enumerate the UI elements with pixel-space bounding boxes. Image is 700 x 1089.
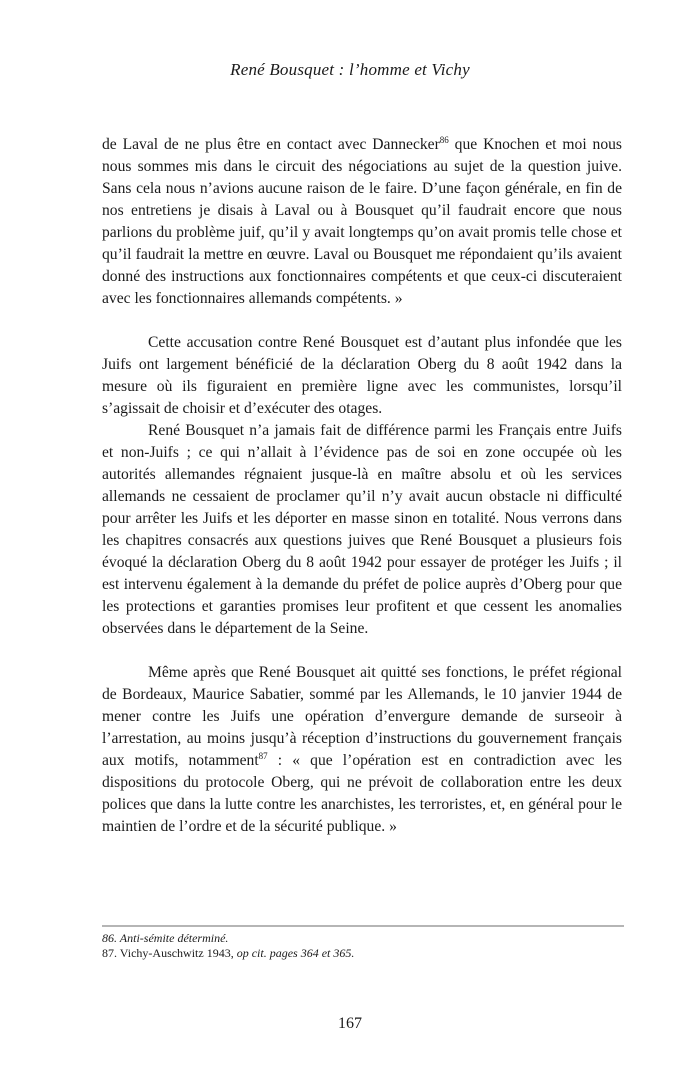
footnote-number: 86. bbox=[102, 931, 117, 945]
footnotes bbox=[102, 931, 622, 961]
footnote-87 bbox=[102, 946, 622, 961]
page-number: 167 bbox=[338, 1015, 362, 1032]
paragraph-quote-continuation bbox=[102, 134, 622, 310]
footnote-ref-87[interactable]: 87 bbox=[258, 751, 268, 761]
footnote-86 bbox=[102, 931, 622, 946]
text-run: que Knochen et moi nous nous sommes mis dans le circuit des négociations au sujet de la question juive. Sans cela nous n’avions aucune raison de le faire. D’une façon générale, en fin de nos entretiens je disais à Laval ou à Bousquet qu’il faudrait encore que nous parlions du problème juif, qu’il y avait longtemps qu’on avait promis telle chose et qu’il faudrait la mettre en œuvre. Laval ou Bousquet me répondaient qu’ils avaient donné des instructions aux fonctionnaires compétents et que ceux-ci discuteraient avec les fonctionnaires allemands compétents. » bbox=[102, 136, 622, 307]
footnote-text: Anti-sémite déterminé. bbox=[119, 931, 229, 945]
page-body bbox=[102, 134, 622, 838]
paragraph-accusation: Cette accusation contre René Bousquet est d’autant plus infondée que les Juifs ont largement bénéficié de la déclaration Oberg du 8 août 1942 dans la mesure où ils figuraient en première ligne avec les communistes, lorsqu’il s’agissait de choisir et d’exécuter des otages. bbox=[102, 334, 622, 417]
text-run: Même après que René Bousquet ait quitté ses fonctions, le préfet régional de Bordeaux, Maurice Sabatier, sommé par les Allemands, le 10 janvier 1944 de mener contre les Juifs une opération d’envergure demande de surseoir à l’arrestation, au moins jusqu’à réception d’instructions du gouvernement français aux motifs, notamment bbox=[102, 664, 622, 769]
paragraph-sabatier bbox=[102, 662, 622, 838]
text-run: de Laval de ne plus être en contact avec Dannecker bbox=[102, 136, 440, 153]
footnote-text: Vichy-Auschwitz 1943, bbox=[119, 946, 234, 960]
paragraph-no-difference: René Bousquet n’a jamais fait de différence parmi les Français entre Juifs et non-Juifs ; ce qui n’allait à l’évidence pas de soi en zone occupée où les autorités allemandes régnaient jusque-là en maître absolu et où les services allemands ne cessaient de proclamer qu’il n’y avait aucun obstacle ni difficulté pour arrêter les Juifs et les déporter en masse sinon en totalité. Nous verrons dans les chapitres consacrés aux questions juives que René Bousquet a plusieurs fois évoqué la déclaration Oberg du 8 août 1942 pour essayer de protéger les Juifs ; il est intervenu également à la demande du préfet de police auprès d’Oberg pour que les protections et garanties promises leur profitent et que cessent les anomalies observées dans le département de la Seine. bbox=[102, 422, 622, 637]
footnote-number: 87. bbox=[102, 946, 117, 960]
footnote-ref-86[interactable]: 86 bbox=[439, 135, 449, 145]
footnote-citation: op cit. pages 364 et 365. bbox=[236, 946, 355, 960]
footnote-divider bbox=[102, 925, 624, 927]
text-run: : « que l’opération est en contradiction avec les dispositions du protocole Oberg, qui ne prévoit de collaboration entre les deux polices que dans la lutte contre les anarchistes, les terroristes, et, en général pour le maintien de l’ordre et de la sécurité publique. » bbox=[102, 752, 622, 835]
running-header: René Bousquet : l’homme et Vichy bbox=[230, 60, 470, 79]
